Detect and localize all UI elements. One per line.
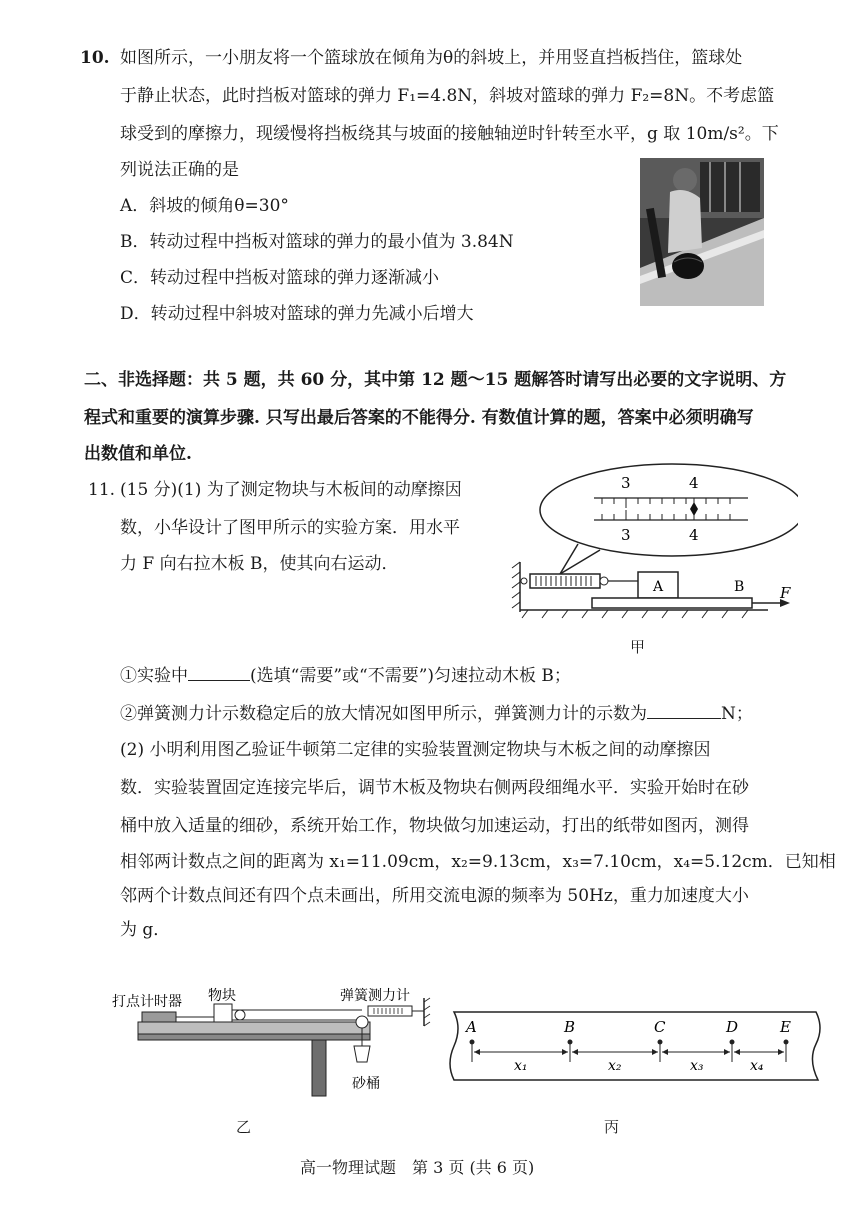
q11-number: 11. bbox=[88, 480, 116, 500]
figure-yi bbox=[112, 984, 442, 1104]
q11-part2-line2: 数．实验装置固定连接完毕后，调节木板及物块右侧两段细绳水平．实验开始时在砂 bbox=[120, 778, 749, 798]
q11-part2-line1: (2) 小明利用图乙验证牛顿第二定律的实验装置测定物块与木板之间的动摩擦因 bbox=[120, 740, 711, 760]
figure-yi-caption: 乙 bbox=[236, 1118, 252, 1136]
q10-stem-line4: 列说法正确的是 bbox=[120, 160, 239, 180]
basketball-photo bbox=[640, 158, 764, 306]
figure-bing bbox=[446, 1008, 826, 1088]
figure-bing-caption: 丙 bbox=[604, 1118, 620, 1136]
q11-sub1-pre: ①实验中 bbox=[120, 666, 188, 686]
q10-stem-line1: 如图所示，一小朋友将一个篮球放在倾角为θ的斜坡上，并用竖直挡板挡住，篮球处 bbox=[120, 48, 743, 68]
q10-stem-line2: 于静止状态，此时挡板对篮球的弹力 F₁=4.8N，斜坡对篮球的弹力 F₂=8N。不考虑篮 bbox=[120, 86, 775, 106]
block-a-label: A bbox=[653, 579, 664, 595]
point-a: A bbox=[466, 1018, 477, 1036]
page-footer: 高一物理试题 第 3 页 (共 6 页) bbox=[300, 1158, 535, 1177]
block-label: 物块 bbox=[208, 988, 236, 1004]
figure-jia bbox=[508, 462, 798, 622]
section2-line1: 二、非选择题：共 5 题，共 60 分，其中第 12 题～15 题解答时请写出必要的文字说明、方 bbox=[84, 370, 787, 390]
scale-bot-4: 4 bbox=[689, 526, 699, 544]
q11-part2-line5: 邻两个计数点间还有四个点未画出，所用交流电源的频率为 50Hz，重力加速度大小 bbox=[120, 886, 749, 906]
q10-number: 10. bbox=[80, 48, 110, 68]
section2-line3: 出数值和单位. bbox=[84, 444, 192, 464]
point-e: E bbox=[780, 1018, 791, 1036]
q11-part2-line3: 桶中放入适量的细砂，系统开始工作，物块做匀加速运动，打出的纸带如图丙，测得 bbox=[120, 816, 749, 836]
segment-x1: x₁ bbox=[514, 1058, 528, 1074]
q11-line2: 数，小华设计了图甲所示的实验方案．用水平 bbox=[120, 518, 460, 538]
scale-top-3: 3 bbox=[621, 474, 631, 492]
q11-line3: 力 F 向右拉木板 B，使其向右运动． bbox=[120, 554, 399, 574]
point-d: D bbox=[726, 1018, 739, 1036]
q10-option-d: D．转动过程中斜坡对篮球的弹力先减小后增大 bbox=[120, 304, 474, 324]
point-b: B bbox=[564, 1018, 576, 1036]
q11-sub2-pre: ②弹簧测力计示数稳定后的放大情况如图甲所示，弹簧测力计的示数为 bbox=[120, 704, 647, 724]
q11-sub2 bbox=[120, 700, 753, 726]
scale-bot-3: 3 bbox=[621, 526, 631, 544]
figure-jia-caption: 甲 bbox=[630, 638, 646, 656]
q11-part2-line4: 相邻两计数点之间的距离为 x₁=11.09cm，x₂=9.13cm，x₃=7.10cm，x₄=5.12cm．已知相 bbox=[120, 852, 836, 872]
q11-sub2-post: N； bbox=[721, 704, 753, 724]
magnifier-bubble bbox=[540, 464, 798, 556]
spring-label: 弹簧测力计 bbox=[340, 988, 410, 1004]
q11-sub1 bbox=[120, 662, 571, 688]
q11-line1: (15 分)(1) 为了测定物块与木板间的动摩擦因 bbox=[120, 480, 462, 500]
q10-stem-line3: 球受到的摩擦力，现缓慢将挡板绕其与坡面的接触轴逆时针转至水平，g 取 10m/s²。下 bbox=[120, 124, 779, 144]
q10-option-c: C．转动过程中挡板对篮球的弹力逐渐减小 bbox=[120, 268, 440, 288]
q11-sub2-blank[interactable] bbox=[647, 700, 721, 719]
bucket-label: 砂桶 bbox=[352, 1076, 380, 1092]
segment-x3: x₃ bbox=[690, 1058, 704, 1074]
q11-sub1-post: (选填“需要”或“不需要”)匀速拉动木板 B； bbox=[250, 666, 571, 686]
q11-part2-line6: 为 g． bbox=[120, 920, 171, 940]
q10-option-b: B．转动过程中挡板对篮球的弹力的最小值为 3.84N bbox=[120, 232, 514, 252]
q10-option-a: A．斜坡的倾角θ=30° bbox=[120, 196, 289, 216]
q11-sub1-blank[interactable] bbox=[188, 662, 250, 681]
force-f-label: F bbox=[780, 584, 791, 602]
section2-line2: 程式和重要的演算步骤. 只写出最后答案的不能得分. 有数值计算的题，答案中必须明确写 bbox=[84, 408, 754, 428]
point-c: C bbox=[654, 1018, 666, 1036]
segment-x2: x₂ bbox=[608, 1058, 622, 1074]
timer-label: 打点计时器 bbox=[112, 994, 182, 1010]
board-b-label: B bbox=[734, 579, 745, 595]
segment-x4: x₄ bbox=[750, 1058, 764, 1074]
scale-top-4: 4 bbox=[689, 474, 699, 492]
